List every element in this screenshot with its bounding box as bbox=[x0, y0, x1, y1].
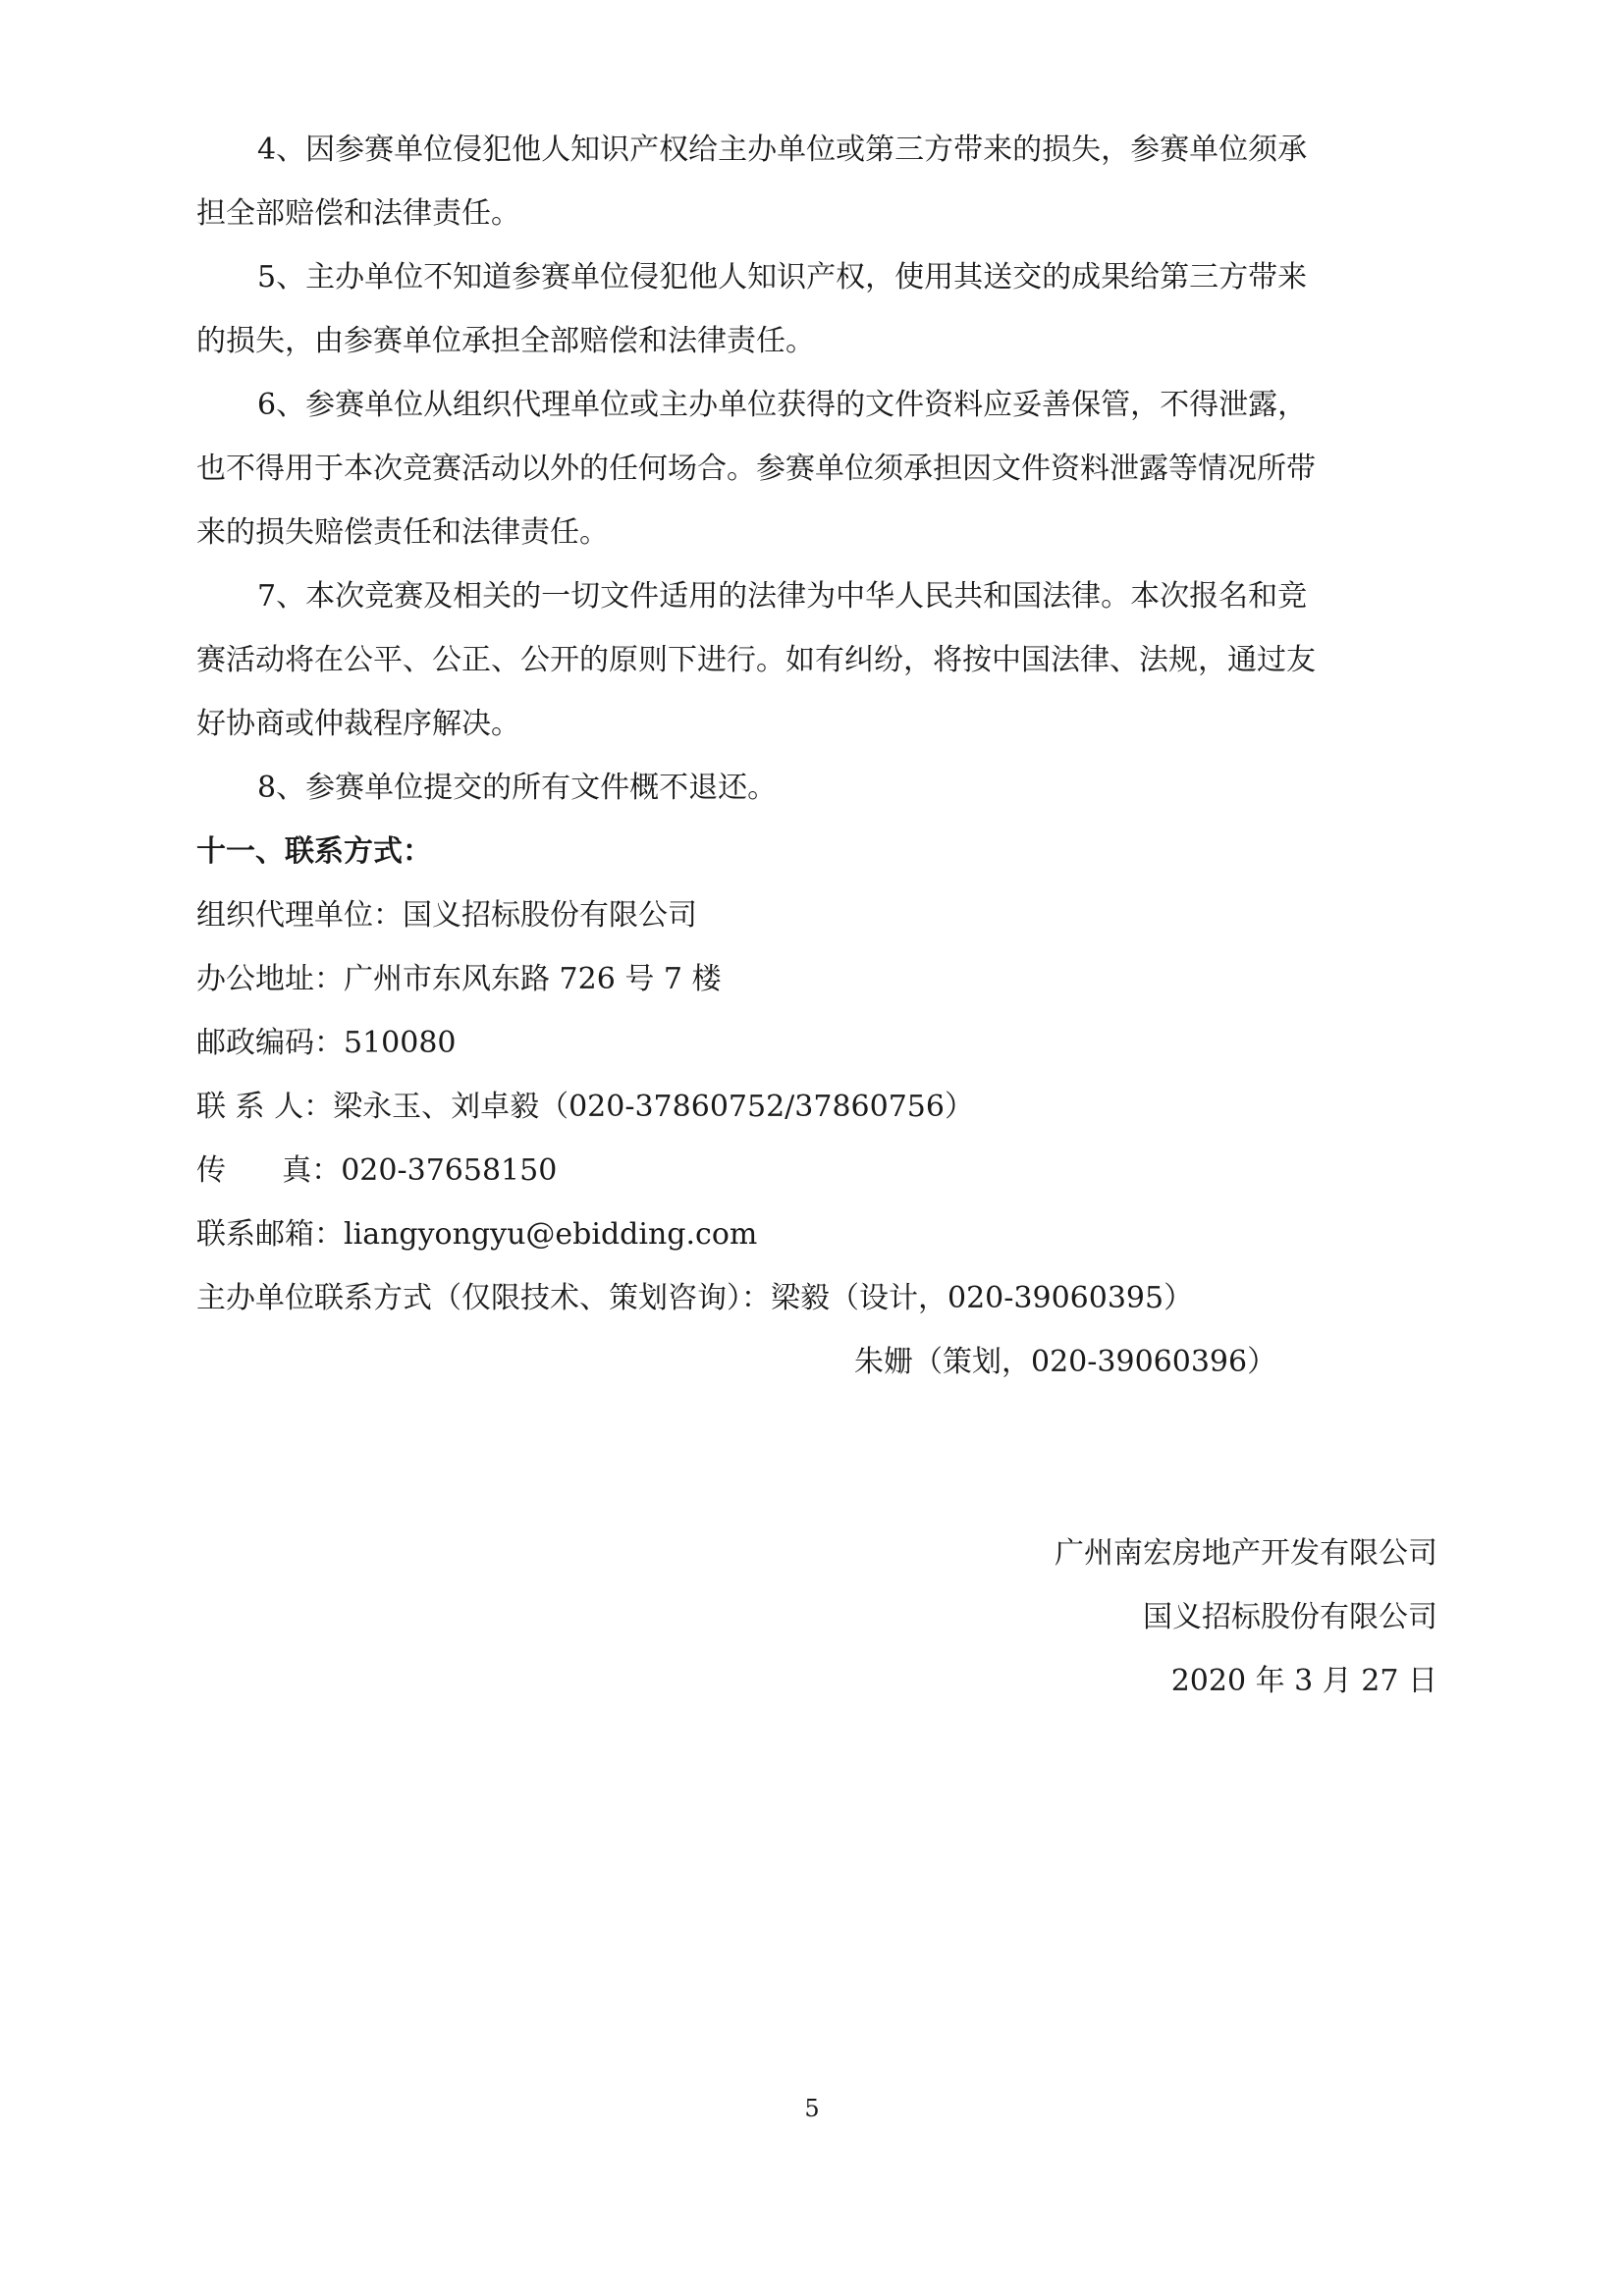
clause-7-line-2: 赛活动将在公平、公正、公开的原则下进行。如有纠纷，将按中国法律、法规，通过友 bbox=[196, 643, 1316, 677]
clause-6-line-3: 来的损失赔偿责任和法律责任。 bbox=[196, 515, 609, 550]
clause-7-line-3: 好协商或仲裁程序解决。 bbox=[196, 707, 520, 741]
signature-org-1: 广州南宏房地产开发有限公司 bbox=[1055, 1536, 1437, 1571]
page-number: 5 bbox=[804, 2095, 820, 2122]
contact-agency: 组织代理单位：国义招标股份有限公司 bbox=[196, 898, 697, 933]
contact-heading: 十一、联系方式： bbox=[196, 834, 432, 869]
contact-email: 联系邮箱：liangyongyu@ebidding.com bbox=[196, 1217, 758, 1252]
contact-postcode: 邮政编码：510080 bbox=[196, 1026, 457, 1060]
clause-5-line-1: 5、主办单位不知道参赛单位侵犯他人知识产权，使用其送交的成果给第三方带来 bbox=[257, 260, 1308, 294]
contact-address: 办公地址：广州市东风东路 726 号 7 楼 bbox=[196, 962, 722, 996]
contact-fax: 传 真：020-37658150 bbox=[196, 1153, 558, 1188]
clause-4-line-2: 担全部赔偿和法律责任。 bbox=[196, 196, 520, 231]
contact-organizer-line-1: 主办单位联系方式（仅限技术、策划咨询）：梁毅（设计，020-39060395） bbox=[196, 1281, 1194, 1315]
contact-organizer-line-2: 朱姗（策划，020-39060396） bbox=[854, 1345, 1277, 1379]
clause-8-line-1: 8、参赛单位提交的所有文件概不退还。 bbox=[257, 771, 778, 805]
clause-6-line-2: 也不得用于本次竞赛活动以外的任何场合。参赛单位须承担因文件资料泄露等情况所带 bbox=[196, 452, 1316, 486]
signature-date: 2020 年 3 月 27 日 bbox=[1170, 1664, 1437, 1698]
clause-7-line-1: 7、本次竞赛及相关的一切文件适用的法律为中华人民共和国法律。本次报名和竞 bbox=[257, 579, 1308, 614]
clause-4-line-1: 4、因参赛单位侵犯他人知识产权给主办单位或第三方带来的损失，参赛单位须承 bbox=[257, 133, 1308, 167]
signature-org-2: 国义招标股份有限公司 bbox=[1143, 1600, 1437, 1634]
clause-6-line-1: 6、参赛单位从组织代理单位或主办单位获得的文件资料应妥善保管，不得泄露， bbox=[257, 388, 1308, 422]
clause-5-line-2: 的损失，由参赛单位承担全部赔偿和法律责任。 bbox=[196, 324, 815, 358]
contact-persons: 联 系 人：梁永玉、刘卓毅（020-37860752/37860756） bbox=[196, 1090, 974, 1124]
